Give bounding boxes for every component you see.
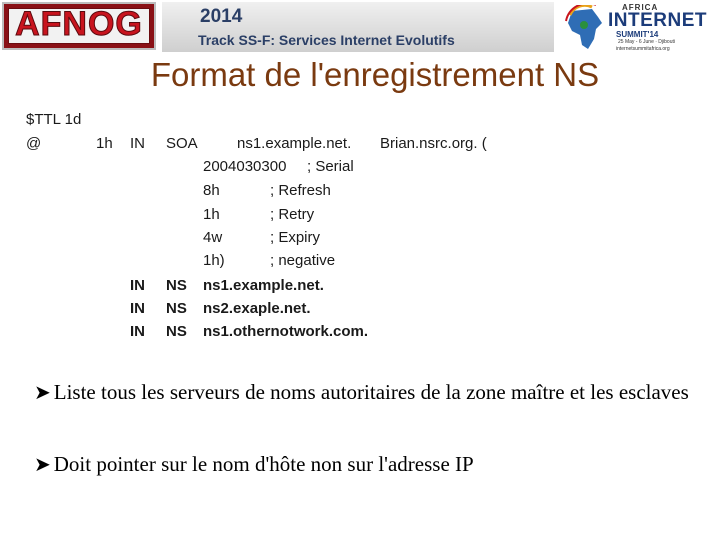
ns-record-class: IN bbox=[130, 300, 145, 317]
africa-internet-summit-logo bbox=[556, 0, 720, 54]
ns-record-class: IN bbox=[130, 277, 145, 294]
summit-dates: 25 May - 6 June · Djibouti bbox=[618, 39, 675, 45]
ns-record-value: ns2.exaple.net. bbox=[203, 300, 311, 317]
bullet-text: Doit pointer sur le nom d'hôte non sur l'adresse IP bbox=[53, 452, 474, 476]
ns-record-type: NS bbox=[166, 277, 187, 294]
afnog-logo-text: AFNOG bbox=[15, 5, 143, 43]
soa-ttl: 1h bbox=[96, 135, 113, 152]
soa-class: IN bbox=[130, 135, 145, 152]
serial-value: 2004030300 bbox=[203, 158, 287, 175]
slide-title: Format de l'enregistrement NS bbox=[150, 56, 600, 93]
refresh-comment: ; Refresh bbox=[270, 182, 331, 199]
arrow-bullet-icon: ➤ bbox=[34, 454, 51, 476]
serial-comment: ; Serial bbox=[307, 158, 354, 175]
ttl-line: $TTL 1d bbox=[26, 111, 82, 128]
bullet-item bbox=[34, 379, 694, 406]
soa-contact: Brian.nsrc.org. ( bbox=[380, 135, 487, 152]
summit-website: internetsummitafrica.org bbox=[616, 46, 670, 52]
arrow-bullet-icon: ➤ bbox=[34, 382, 51, 404]
banner-track: Track SS-F: Services Internet Evolutifs bbox=[198, 32, 455, 48]
afnog-logo bbox=[2, 2, 156, 50]
ns-record-type: NS bbox=[166, 300, 187, 317]
slide-header bbox=[0, 0, 720, 56]
origin-symbol: @ bbox=[26, 135, 42, 152]
negative-comment: ; negative bbox=[270, 252, 336, 269]
retry-comment: ; Retry bbox=[270, 206, 315, 223]
negative-value: 1h) bbox=[203, 252, 225, 269]
summit-internet-label: INTERNET bbox=[608, 10, 707, 31]
ns-record-value: ns1.example.net. bbox=[203, 277, 324, 294]
bullet-text: Liste tous les serveurs de noms autoritaires de la zone maître et les esclaves bbox=[53, 380, 689, 404]
soa-primary-ns: ns1.example.net. bbox=[237, 135, 352, 152]
track-banner bbox=[162, 2, 554, 52]
soa-type: SOA bbox=[166, 135, 198, 152]
summit-year-label: SUMMIT'14 bbox=[616, 30, 659, 39]
africa-map-icon bbox=[562, 5, 608, 51]
ns-record-value: ns1.othernotwork.com. bbox=[203, 323, 369, 340]
retry-value: 1h bbox=[203, 206, 220, 223]
ns-record-type: NS bbox=[166, 323, 187, 340]
banner-year: 2014 bbox=[200, 6, 243, 27]
ns-record-class: IN bbox=[130, 323, 145, 340]
expiry-value: 4w bbox=[203, 229, 223, 246]
summit-africa-label: AFRICA bbox=[622, 3, 659, 12]
expiry-comment: ; Expiry bbox=[270, 229, 321, 246]
bullet-item bbox=[34, 451, 694, 478]
refresh-value: 8h bbox=[203, 182, 220, 199]
